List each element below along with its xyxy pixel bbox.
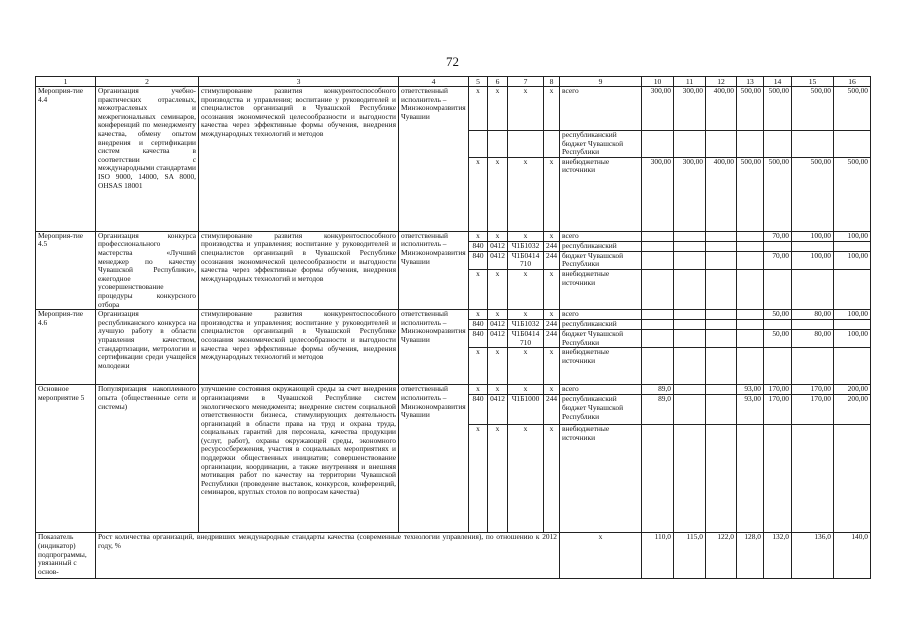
value-cell	[674, 395, 706, 425]
value-cell	[674, 241, 706, 251]
grbs-code: 840	[469, 330, 488, 348]
header-cell: 15	[792, 77, 834, 87]
value-cell: 50,00	[764, 330, 792, 348]
value-cell	[706, 231, 737, 241]
value-cell	[834, 241, 871, 251]
grbs-code: x	[469, 310, 488, 320]
measure-goal: стимулирование развития конкурентоспособного производства и управления; воспитание у руководителей и специалистов организаций в Чувашской Республике осознания экономической целесообразности и выгодности качества через эффективные формы обучения, внедрения международных технологий и методов	[199, 87, 399, 232]
value-cell: 170,00	[792, 395, 834, 425]
grbs-code: x	[469, 348, 488, 385]
value-cell	[764, 270, 792, 310]
value-cell: 200,00	[834, 385, 871, 395]
header-cell: 3	[199, 77, 399, 87]
value-cell	[737, 320, 764, 330]
header-cell: 10	[642, 77, 674, 87]
indicator-description: Рост количества организаций, внедривших международные стандарты качества (современные технологии управления), по отношению к 2012 году, %	[96, 533, 560, 579]
section-code: x	[488, 157, 508, 231]
value-cell	[674, 251, 706, 269]
expense-code	[544, 131, 560, 158]
target-code: x	[508, 310, 544, 320]
measure-name: Мероприя-тие 4.4	[36, 87, 96, 232]
measure-goal: улучшение состояния окружающей среды за счет внедрения организациями в Чувашской Республике систем экологического менеджмента; внедрение систем социальной ответственности бизнеса, стимулирующих деятельность организаций в области права на труд и охрана труда, социальных гарантий для персонала, качества продукции (услуг, работ), охраны окружающей среды, экономного ресурсосбережения, участия в социальных мероприятиях и поддержки общественных инициатив; совершенствование организации, координации, а также внутренняя и внешняя мотивация работ по качеству на территории Чувашской Республики (проведение выставок, конкурсов, конференций, семинаров, круглых столов по вопросам качества)	[199, 385, 399, 533]
funding-source: республиканский	[560, 241, 642, 251]
value-cell	[706, 330, 737, 348]
value-cell: 80,00	[792, 310, 834, 320]
funding-source: республиканский бюджет Чувашской Республики	[560, 131, 642, 158]
measure-description: Организация учебно-практических отраслевых, межотраслевых и межрегиональных семинаров, конференций по менеджменту качества, обмену опытом внедрения и сертификации систем качества в соответствии с международными стандартами ISO 9000, 14000, SA 8000, OHSAS 18001	[96, 87, 199, 232]
expense-code: x	[544, 87, 560, 131]
value-cell: 100,00	[834, 231, 871, 241]
value-cell	[674, 231, 706, 241]
target-code: x	[508, 348, 544, 385]
section-code: 0412	[488, 320, 508, 330]
value-cell	[764, 425, 792, 533]
funding-source: внебюджетные источники	[560, 270, 642, 310]
value-cell: 93,00	[737, 385, 764, 395]
value-cell	[642, 425, 674, 533]
value-cell: 300,00	[674, 87, 706, 131]
value-cell	[706, 320, 737, 330]
indicator-mark: x	[560, 533, 642, 579]
value-cell	[642, 270, 674, 310]
grbs-code: x	[469, 385, 488, 395]
header-cell: 16	[834, 77, 871, 87]
expense-code: 244	[544, 320, 560, 330]
value-cell	[642, 231, 674, 241]
value-cell	[674, 320, 706, 330]
indicator-name: Показатель (индикатор) подпрограммы, увязанный с основ-	[36, 533, 96, 579]
expense-code: x	[544, 310, 560, 320]
value-cell: 300,00	[674, 157, 706, 231]
measure-description: Популяризация накопленного опыта (общественные сети и системы)	[96, 385, 199, 533]
value-cell	[834, 270, 871, 310]
value-cell	[674, 425, 706, 533]
value-cell: 500,00	[737, 157, 764, 231]
table-row	[36, 231, 871, 241]
header-row	[36, 77, 871, 87]
header-cell: 5	[469, 77, 488, 87]
expense-code: x	[544, 385, 560, 395]
value-cell	[737, 231, 764, 241]
grbs-code: x	[469, 231, 488, 241]
value-cell	[792, 131, 834, 158]
table-row	[36, 310, 871, 320]
expense-code: x	[544, 231, 560, 241]
value-cell	[674, 310, 706, 320]
target-code: x	[508, 157, 544, 231]
section-code: x	[488, 385, 508, 395]
value-cell	[642, 251, 674, 269]
indicator-value: 132,0	[764, 533, 792, 579]
value-cell: 70,00	[764, 231, 792, 241]
target-code: x	[508, 385, 544, 395]
value-cell	[706, 385, 737, 395]
value-cell	[642, 348, 674, 385]
value-cell	[706, 251, 737, 269]
funding-source: бюджет Чувашской Республики	[560, 330, 642, 348]
section-code: x	[488, 310, 508, 320]
section-code: 0412	[488, 241, 508, 251]
value-cell	[674, 330, 706, 348]
measure-name: Основное мероприятие 5	[36, 385, 96, 533]
measure-goal: стимулирование развития конкурентоспособного производства и управления; воспитание у руководителей и специалистов организаций в Чувашской Республике осознания экономической целесообразности и выгодности качества через эффективные формы обучения, внедрения международных технологий и методов	[199, 310, 399, 385]
funding-source: всего	[560, 310, 642, 320]
value-cell	[706, 241, 737, 251]
value-cell: 50,00	[764, 310, 792, 320]
section-code	[488, 131, 508, 158]
funding-source: республиканский	[560, 320, 642, 330]
value-cell	[642, 241, 674, 251]
value-cell	[764, 320, 792, 330]
header-cell: 14	[764, 77, 792, 87]
value-cell	[792, 270, 834, 310]
target-code: Ч1Б1000	[508, 395, 544, 425]
table-row	[36, 87, 871, 131]
measure-description: Организация конкурса профессионального мастерства «Лучший менеджер по качеству Чувашской Республики», ежегодное усовершенствование процедуры конкурсного отбора	[96, 231, 199, 309]
target-code: x	[508, 87, 544, 131]
value-cell	[737, 310, 764, 320]
value-cell: 100,00	[834, 251, 871, 269]
section-code: x	[488, 87, 508, 131]
indicator-value: 136,0	[792, 533, 834, 579]
header-cell: 7	[508, 77, 544, 87]
value-cell: 89,0	[642, 385, 674, 395]
target-code: Ч1Б1032	[508, 241, 544, 251]
header-cell: 9	[560, 77, 642, 87]
value-cell	[834, 320, 871, 330]
target-code	[508, 131, 544, 158]
grbs-code	[469, 131, 488, 158]
value-cell: 200,00	[834, 395, 871, 425]
value-cell: 300,00	[642, 87, 674, 131]
grbs-code: x	[469, 270, 488, 310]
section-code: 0412	[488, 330, 508, 348]
value-cell	[706, 425, 737, 533]
measure-name: Мероприя-тие 4.5	[36, 231, 96, 309]
value-cell: 400,00	[706, 87, 737, 131]
funding-source: республиканский бюджет Чувашской Республики	[560, 395, 642, 425]
value-cell: 500,00	[792, 87, 834, 131]
value-cell	[737, 330, 764, 348]
value-cell	[792, 425, 834, 533]
value-cell	[834, 131, 871, 158]
target-code: x	[508, 231, 544, 241]
indicator-value: 122,0	[706, 533, 737, 579]
value-cell	[706, 270, 737, 310]
target-code: Ч1Б0414 710	[508, 330, 544, 348]
value-cell: 500,00	[737, 87, 764, 131]
value-cell: 500,00	[792, 157, 834, 231]
header-cell: 2	[96, 77, 199, 87]
measure-description: Организация республиканского конкурса на лучшую работу в области управления качеством, стандартизации, метрологии и сертификации среди учащейся молодежи	[96, 310, 199, 385]
expense-code: 244	[544, 241, 560, 251]
value-cell: 170,00	[764, 385, 792, 395]
header-cell: 6	[488, 77, 508, 87]
value-cell: 100,00	[792, 251, 834, 269]
measure-executor: ответственный исполнитель – Минэкономразвития Чувашии	[399, 385, 469, 533]
value-cell	[642, 310, 674, 320]
grbs-code: x	[469, 87, 488, 131]
header-cell: 8	[544, 77, 560, 87]
expense-code: 244	[544, 330, 560, 348]
header-cell: 12	[706, 77, 737, 87]
expense-code: 244	[544, 395, 560, 425]
value-cell	[706, 348, 737, 385]
funding-source: всего	[560, 87, 642, 131]
value-cell	[792, 320, 834, 330]
target-code: x	[508, 425, 544, 533]
target-code: Ч1Б0414 710	[508, 251, 544, 269]
value-cell: 170,00	[764, 395, 792, 425]
value-cell	[642, 330, 674, 348]
section-code: x	[488, 425, 508, 533]
value-cell: 500,00	[834, 87, 871, 131]
value-cell	[764, 131, 792, 158]
indicator-value: 110,0	[642, 533, 674, 579]
grbs-code: x	[469, 157, 488, 231]
value-cell	[706, 131, 737, 158]
indicator-value: 115,0	[674, 533, 706, 579]
value-cell	[834, 425, 871, 533]
funding-source: внебюджетные источники	[560, 425, 642, 533]
grbs-code: x	[469, 425, 488, 533]
indicator-value: 140,0	[834, 533, 871, 579]
value-cell	[737, 348, 764, 385]
funding-source: всего	[560, 231, 642, 241]
section-code: x	[488, 270, 508, 310]
value-cell	[792, 241, 834, 251]
target-code: x	[508, 270, 544, 310]
value-cell: 500,00	[764, 87, 792, 131]
value-cell: 93,00	[737, 395, 764, 425]
grbs-code: 840	[469, 320, 488, 330]
value-cell	[674, 270, 706, 310]
measure-executor: ответственный исполнитель – Минэкономразвития Чувашии	[399, 310, 469, 385]
header-cell: 4	[399, 77, 469, 87]
funding-source: внебюджетные источники	[560, 348, 642, 385]
value-cell	[737, 241, 764, 251]
funding-source: бюджет Чувашской Республики	[560, 251, 642, 269]
section-code: x	[488, 231, 508, 241]
section-code: 0412	[488, 251, 508, 269]
grbs-code: 840	[469, 395, 488, 425]
value-cell: 100,00	[834, 310, 871, 320]
value-cell: 100,00	[834, 330, 871, 348]
value-cell: 400,00	[706, 157, 737, 231]
value-cell	[834, 348, 871, 385]
value-cell	[737, 251, 764, 269]
measure-goal: стимулирование развития конкурентоспособного производства и управления; воспитание у руководителей и специалистов организаций в Чувашской Республике осознания экономической целесообразности и выгодности качества через эффективные формы обучения, внедрения международных технологий и методов	[199, 231, 399, 309]
header-cell: 13	[737, 77, 764, 87]
value-cell	[642, 131, 674, 158]
value-cell	[737, 131, 764, 158]
value-cell: 170,00	[792, 385, 834, 395]
value-cell	[674, 385, 706, 395]
measure-name: Мероприя-тие 4.6	[36, 310, 96, 385]
header-cell: 1	[36, 77, 96, 87]
value-cell	[706, 310, 737, 320]
expense-code: 244	[544, 251, 560, 269]
expense-code: x	[544, 425, 560, 533]
page-number: 72	[446, 54, 459, 69]
value-cell: 70,00	[764, 251, 792, 269]
value-cell	[674, 131, 706, 158]
indicator-row	[36, 533, 871, 579]
measure-executor: ответственный исполнитель – Минэкономразвития Чувашии	[399, 231, 469, 309]
grbs-code: 840	[469, 251, 488, 269]
value-cell	[792, 348, 834, 385]
funding-source: внебюджетные источники	[560, 157, 642, 231]
value-cell	[674, 348, 706, 385]
target-code: Ч1Б1032	[508, 320, 544, 330]
value-cell	[764, 348, 792, 385]
value-cell	[737, 270, 764, 310]
value-cell	[764, 241, 792, 251]
value-cell: 500,00	[764, 157, 792, 231]
header-cell: 11	[674, 77, 706, 87]
value-cell	[642, 320, 674, 330]
table-row	[36, 385, 871, 395]
section-code: 0412	[488, 395, 508, 425]
funding-source: всего	[560, 385, 642, 395]
value-cell: 300,00	[642, 157, 674, 231]
value-cell: 500,00	[834, 157, 871, 231]
measure-executor: ответственный исполнитель – Минэкономразвития Чувашии	[399, 87, 469, 232]
value-cell	[737, 425, 764, 533]
expense-code: x	[544, 270, 560, 310]
grbs-code: 840	[469, 241, 488, 251]
expense-code: x	[544, 157, 560, 231]
value-cell: 100,00	[792, 231, 834, 241]
indicator-value: 128,0	[737, 533, 764, 579]
section-code: x	[488, 348, 508, 385]
value-cell	[706, 395, 737, 425]
value-cell: 89,0	[642, 395, 674, 425]
value-cell: 80,00	[792, 330, 834, 348]
expense-code: x	[544, 348, 560, 385]
measures-table	[35, 76, 871, 579]
